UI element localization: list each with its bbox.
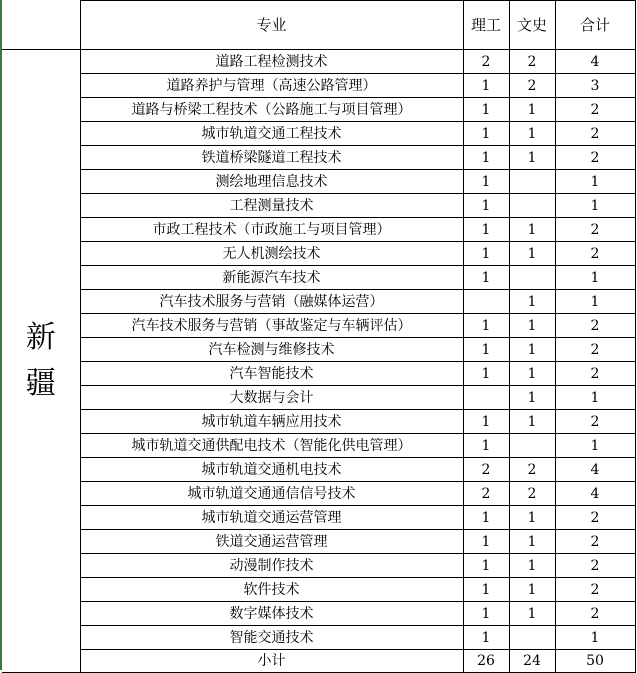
major-cell: 市政工程技术（市政施工与项目管理） <box>80 218 463 242</box>
total-count-cell: 2 <box>555 410 635 434</box>
arts-header: 文史 <box>509 1 555 50</box>
total-count-cell: 2 <box>555 122 635 146</box>
total-count-cell: 4 <box>555 50 635 74</box>
total-count-cell: 2 <box>555 218 635 242</box>
major-cell: 汽车技术服务与营销（事故鉴定与车辆评估） <box>80 314 463 338</box>
science-header: 理工 <box>463 1 509 50</box>
major-cell: 城市轨道交通运营管理 <box>80 506 463 530</box>
major-cell: 数字媒体技术 <box>80 602 463 626</box>
table-row <box>2 170 635 194</box>
science-count-cell <box>463 386 509 410</box>
major-cell: 新能源汽车技术 <box>80 266 463 290</box>
arts-count-cell <box>509 266 555 290</box>
major-cell: 汽车智能技术 <box>80 362 463 386</box>
table-row <box>2 74 635 98</box>
science-count-cell: 1 <box>463 146 509 170</box>
total-count-cell: 2 <box>555 98 635 122</box>
total-count-cell: 2 <box>555 578 635 602</box>
major-cell: 无人机测绘技术 <box>80 242 463 266</box>
arts-count-cell: 2 <box>509 458 555 482</box>
arts-count-cell: 1 <box>509 530 555 554</box>
major-cell: 城市轨道交通机电技术 <box>80 458 463 482</box>
table-row <box>2 122 635 146</box>
major-cell: 动漫制作技术 <box>80 554 463 578</box>
total-count-cell: 1 <box>555 266 635 290</box>
arts-count-cell: 1 <box>509 578 555 602</box>
science-count-cell: 1 <box>463 578 509 602</box>
arts-count-cell: 2 <box>509 74 555 98</box>
table-row <box>2 506 635 530</box>
arts-count-cell: 1 <box>509 242 555 266</box>
science-count-cell: 1 <box>463 362 509 386</box>
total-count-cell: 2 <box>555 242 635 266</box>
arts-count-cell: 1 <box>509 98 555 122</box>
table-row <box>2 554 635 578</box>
major-cell: 软件技术 <box>80 578 463 602</box>
science-count-cell: 2 <box>463 482 509 506</box>
table-row <box>2 218 635 242</box>
subtotal-arts: 24 <box>509 650 555 673</box>
science-count-cell: 1 <box>463 554 509 578</box>
total-count-cell: 1 <box>555 290 635 314</box>
admission-table <box>2 0 636 673</box>
table-row <box>2 578 635 602</box>
science-count-cell: 1 <box>463 506 509 530</box>
science-count-cell: 1 <box>463 338 509 362</box>
arts-count-cell: 1 <box>509 386 555 410</box>
table-row <box>2 50 635 74</box>
science-count-cell: 2 <box>463 50 509 74</box>
arts-count-cell: 1 <box>509 290 555 314</box>
total-count-cell: 1 <box>555 170 635 194</box>
total-count-cell: 2 <box>555 338 635 362</box>
total-count-cell: 4 <box>555 458 635 482</box>
major-cell: 铁道桥梁隧道工程技术 <box>80 146 463 170</box>
table-row <box>2 362 635 386</box>
total-count-cell: 2 <box>555 506 635 530</box>
table-row <box>2 386 635 410</box>
major-cell: 大数据与会计 <box>80 386 463 410</box>
table-row <box>2 266 635 290</box>
science-count-cell: 1 <box>463 434 509 458</box>
arts-count-cell <box>509 170 555 194</box>
science-count-cell: 1 <box>463 530 509 554</box>
major-cell: 道路养护与管理（高速公路管理） <box>80 74 463 98</box>
major-cell: 测绘地理信息技术 <box>80 170 463 194</box>
major-cell: 道路工程检测技术 <box>80 50 463 74</box>
science-count-cell: 1 <box>463 170 509 194</box>
arts-count-cell: 2 <box>509 50 555 74</box>
arts-count-cell: 1 <box>509 218 555 242</box>
major-cell: 智能交通技术 <box>80 626 463 650</box>
science-count-cell: 1 <box>463 122 509 146</box>
table-row <box>2 602 635 626</box>
science-count-cell <box>463 290 509 314</box>
arts-count-cell <box>509 434 555 458</box>
science-count-cell: 1 <box>463 410 509 434</box>
table-row <box>2 242 635 266</box>
science-count-cell: 1 <box>463 74 509 98</box>
major-cell: 汽车检测与维修技术 <box>80 338 463 362</box>
total-count-cell: 2 <box>555 362 635 386</box>
region-cell <box>2 50 80 673</box>
arts-count-cell: 1 <box>509 338 555 362</box>
total-count-cell: 2 <box>555 314 635 338</box>
table-row <box>2 338 635 362</box>
science-count-cell: 1 <box>463 98 509 122</box>
table-row <box>2 530 635 554</box>
subtotal-total: 50 <box>555 650 635 673</box>
science-count-cell: 1 <box>463 602 509 626</box>
total-count-cell: 2 <box>555 530 635 554</box>
subtotal-label: 小计 <box>80 650 463 673</box>
table-row <box>2 98 635 122</box>
table-row <box>2 410 635 434</box>
arts-count-cell: 1 <box>509 506 555 530</box>
major-cell: 城市轨道车辆应用技术 <box>80 410 463 434</box>
science-count-cell: 1 <box>463 266 509 290</box>
region-name-line1: 新 <box>25 320 56 355</box>
arts-count-cell: 1 <box>509 314 555 338</box>
major-cell: 城市轨道交通工程技术 <box>80 122 463 146</box>
arts-count-cell <box>509 626 555 650</box>
total-count-cell: 2 <box>555 146 635 170</box>
total-count-cell: 1 <box>555 386 635 410</box>
arts-count-cell: 1 <box>509 362 555 386</box>
table-row <box>2 194 635 218</box>
table-row <box>2 314 635 338</box>
science-count-cell: 1 <box>463 242 509 266</box>
arts-count-cell: 1 <box>509 410 555 434</box>
region-name-line2: 疆 <box>25 366 56 401</box>
subtotal-science: 26 <box>463 650 509 673</box>
arts-count-cell: 1 <box>509 554 555 578</box>
total-count-cell: 3 <box>555 74 635 98</box>
science-count-cell: 2 <box>463 458 509 482</box>
table-row <box>2 458 635 482</box>
table-row <box>2 434 635 458</box>
table-row <box>2 146 635 170</box>
major-cell: 城市轨道交通供配电技术（智能化供电管理） <box>80 434 463 458</box>
subtotal-row <box>2 650 635 673</box>
total-count-cell: 1 <box>555 434 635 458</box>
science-count-cell: 1 <box>463 194 509 218</box>
table-row <box>2 626 635 650</box>
major-cell: 铁道交通运营管理 <box>80 530 463 554</box>
arts-count-cell <box>509 194 555 218</box>
total-count-cell: 1 <box>555 626 635 650</box>
science-count-cell: 1 <box>463 626 509 650</box>
total-count-cell: 4 <box>555 482 635 506</box>
header-row <box>2 1 635 50</box>
total-count-cell: 2 <box>555 602 635 626</box>
arts-count-cell: 1 <box>509 122 555 146</box>
table-body <box>2 50 635 673</box>
table-row <box>2 482 635 506</box>
major-cell: 工程测量技术 <box>80 194 463 218</box>
arts-count-cell: 2 <box>509 482 555 506</box>
major-cell: 城市轨道交通通信信号技术 <box>80 482 463 506</box>
major-cell: 汽车技术服务与营销（融媒体运营） <box>80 290 463 314</box>
table-row <box>2 290 635 314</box>
total-header: 合计 <box>555 1 635 50</box>
arts-count-cell: 1 <box>509 602 555 626</box>
science-count-cell: 1 <box>463 314 509 338</box>
total-count-cell: 1 <box>555 194 635 218</box>
region-header-cell <box>2 1 80 50</box>
arts-count-cell: 1 <box>509 146 555 170</box>
major-header: 专业 <box>80 1 463 50</box>
science-count-cell: 1 <box>463 218 509 242</box>
total-count-cell: 2 <box>555 554 635 578</box>
major-cell: 道路与桥梁工程技术（公路施工与项目管理） <box>80 98 463 122</box>
